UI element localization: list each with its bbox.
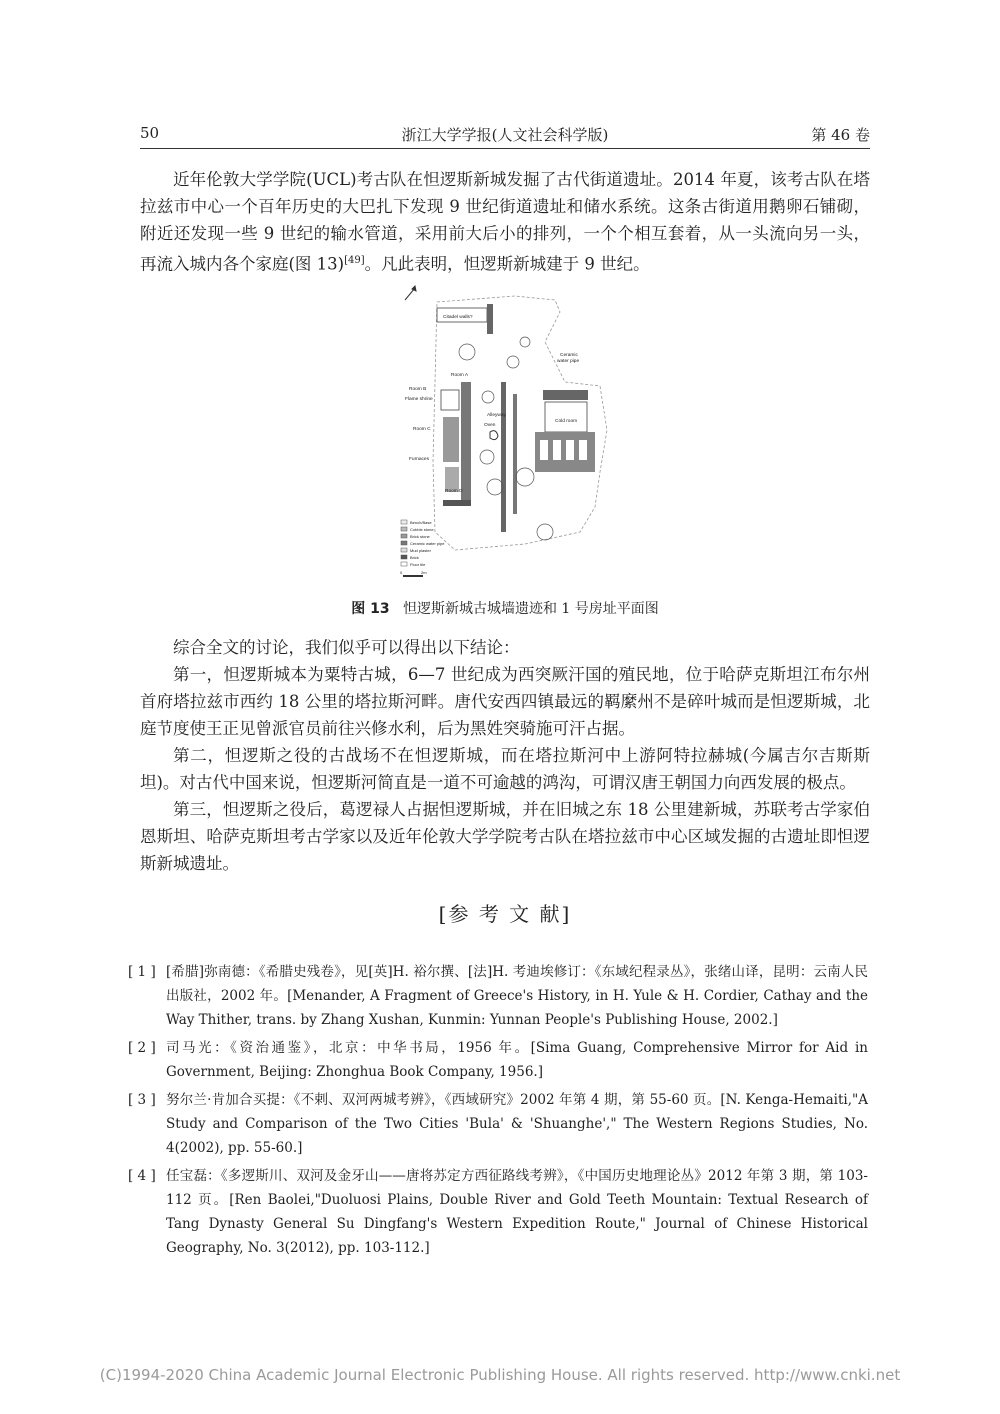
legend-item: Floor tile [410, 562, 426, 567]
conclusion-second: 第二，怛逻斯之役的古战场不在怛逻斯城，而在塔拉斯河中上游阿特拉赫城(今属吉尔吉斯斯坦)。对古代中国来说，怛逻斯河简直是一道不可逾越的鸿沟，可谓汉唐王朝国力向西发展的极点。 [140, 746, 870, 792]
citation-49[interactable]: [49] [344, 255, 365, 266]
label-ceramic: Ceramic [560, 353, 578, 358]
conclusion-intro: 综合全文的讨论，我们似乎可以得出以下结论： [173, 638, 520, 657]
references-heading: [参 考 文 献] [438, 902, 572, 926]
label-flame-shrine: Flame shrine [405, 397, 433, 402]
label-room-d: Room D [445, 489, 463, 494]
label-cold-room: Cold room [555, 419, 578, 424]
scale-bar [400, 570, 427, 577]
conclusion-section [140, 634, 870, 877]
legend-item: Brick stone [410, 534, 430, 539]
reference-index: [ 2 ] [128, 1040, 156, 1056]
running-header [140, 124, 870, 149]
figure-caption [140, 598, 870, 618]
intro-paragraph [140, 166, 870, 278]
references-list [128, 960, 868, 1264]
site-plan-drawing [395, 282, 640, 582]
page-number: 50 [140, 124, 160, 142]
label-room-c: Room C [413, 427, 431, 432]
label-room-a: Room A [451, 373, 469, 378]
journal-title: 浙江大学学报(人文社会科学版) [401, 126, 609, 144]
label-citadel: Citadel walls? [443, 315, 473, 320]
reference-text: 任宝磊：《多逻斯川、双河及金牙山——唐将苏定方西征路线考辨》，《中国历史地理论丛》2012 年第 3 期，第 103-112 页。[Ren Baolei,"Duoluosi Plains, Double River and Gold Teeth Mountain: Textual Research of Tang Dynasty General Su Dingfang's Western Expedition Route," Journal of Chinese Historical Geography, No. 3(2012), pp. 103-112.] [166, 1168, 868, 1256]
legend-item: Ceramic water pipe [410, 541, 445, 546]
legend-item: Cobble stone [410, 527, 434, 532]
reference-text: [希腊]弥南德：《希腊史残卷》，见[英]H. 裕尔撰、[法]H. 考迪埃修订：《东域纪程录丛》，张绪山译，昆明：云南人民出版社，2002 年。[Menander, A Fragment of Greece's History, in H. Yule & H. Cordier, Cathay and the Way Thither, trans. by Zhang Xushan, Kunmin: Yunnan People's Publishing House, 2002.] [166, 964, 868, 1028]
legend-item: Bench/Base [410, 520, 432, 525]
legend-item: Brick [410, 555, 419, 560]
reference-item [128, 1036, 868, 1084]
conclusion-first: 第一，怛逻斯城本为粟特古城，6—7 世纪成为西突厥汗国的殖民地，位于哈萨克斯坦江布尔州首府塔拉兹市西约 18 公里的塔拉斯河畔。唐代安西四镇最远的羁縻州不是碎叶城而是怛逻斯城，北庭节度使王正见曾派官员前往兴修水利，后为黑姓突骑施可汗占据。 [140, 665, 870, 738]
figure-legend [401, 520, 445, 567]
reference-index: [ 1 ] [128, 964, 156, 980]
reference-item [128, 1088, 868, 1160]
conclusion-third: 第三，怛逻斯之役后，葛逻禄人占据怛逻斯城，并在旧城之东 18 公里建新城，苏联考古学家伯恩斯坦、哈萨克斯坦考古学家以及近年伦敦大学学院考古队在塔拉兹市中心区域发掘的古遗址即怛逻斯新城遗址。 [140, 800, 870, 873]
reference-item [128, 1164, 868, 1260]
north-arrow-icon [405, 286, 416, 300]
reference-text: 努尔兰·肯加合买提：《不剌、双河两城考辨》，《西域研究》2002 年第 4 期，第 55-60 页。[N. Kenga-Hemaiti,"A Study and Comparison of the Two Cities 'Bula' & 'Shuanghe'," The Western Regions Studies, No. 4(2002), pp. 55-60.] [166, 1092, 868, 1156]
copyright-footer: (C)1994-2020 China Academic Journal Electronic Publishing House. All rights reserved. http://www.cnki.net [99, 1366, 901, 1384]
volume-label: 第 46 卷 [811, 126, 870, 144]
label-furnaces: Furnaces [409, 457, 429, 462]
figure-caption-text: 怛逻斯新城古城墙遗迹和 1 号房址平面图 [402, 601, 659, 617]
label-alleyway: Alleyway [487, 413, 506, 418]
intro-tail: 。凡此表明，怛逻斯新城建于 9 世纪。 [364, 254, 650, 274]
reference-index: [ 3 ] [128, 1092, 156, 1108]
reference-index: [ 4 ] [128, 1168, 156, 1184]
site-plan-figure [395, 282, 640, 582]
reference-text: 司马光：《资治通鉴》，北京：中华书局，1956 年。[Sima Guang, Comprehensive Mirror for Aid in Government, Beijing: Zhonghua Book Company, 1956.] [166, 1040, 868, 1080]
reference-item [128, 960, 868, 1032]
legend-item: Mud plaster [410, 548, 431, 553]
scale-start: 0 [400, 570, 403, 575]
label-water-pipe: water pipe [557, 359, 580, 364]
figure-label: 图 13 [351, 601, 390, 617]
intro-text: 近年伦敦大学学院(UCL)考古队在怛逻斯新城发掘了古代街道遗址。2014 年夏，该考古队在塔拉兹市中心一个百年历史的大巴扎下发现 9 世纪街道遗址和储水系统。这条古街道用鹅卵石铺砌，附近还发现一些 9 世纪的输水管道，采用前大后小的排列，一个个相互套着，从一头流向另一头，再流入城内各个家庭(图 13) [140, 170, 870, 274]
site-boundary [433, 296, 607, 550]
label-room-b: Room B [409, 387, 427, 392]
scale-end: 2m [421, 570, 427, 575]
label-oven: Oven [484, 423, 496, 428]
